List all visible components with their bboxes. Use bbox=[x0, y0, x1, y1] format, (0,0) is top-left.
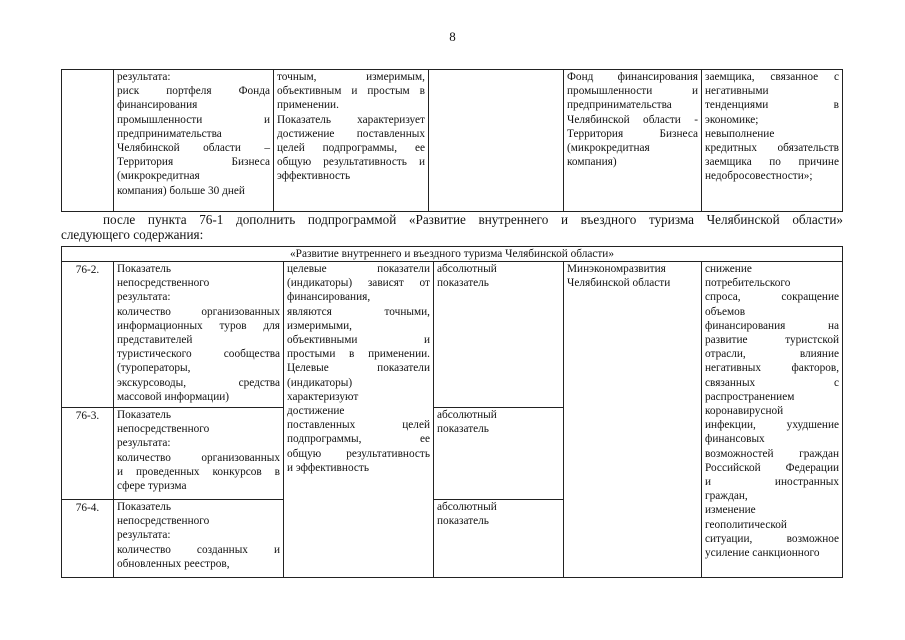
text-line: абсолютный bbox=[437, 501, 497, 513]
text-line: массовой информации) bbox=[117, 390, 230, 403]
text-line: кредитных обязательств bbox=[705, 142, 839, 155]
text-line: и эффективность bbox=[287, 461, 369, 474]
text-line: количество организованных bbox=[117, 305, 280, 318]
text-line: непосредственного bbox=[117, 515, 210, 528]
text-line: экскурсоводы, средства bbox=[117, 376, 280, 389]
text-line: целевые показатели bbox=[287, 263, 430, 275]
text-line: Показатель bbox=[117, 263, 172, 275]
text-line: финансирования bbox=[117, 99, 198, 112]
text-line: геополитической bbox=[705, 518, 787, 531]
cell-type bbox=[434, 408, 564, 500]
text-line: риск портфеля Фонда bbox=[117, 85, 270, 98]
text-line: предпринимательства bbox=[567, 99, 672, 112]
text-line: коронавирусной bbox=[705, 405, 784, 418]
text-line: показатель bbox=[437, 423, 489, 436]
table-continuation bbox=[61, 69, 843, 212]
text-line: точным, измеримым, bbox=[277, 71, 425, 83]
text-line: Фонд финансирования bbox=[567, 71, 698, 83]
text-line: непосредственного bbox=[117, 277, 210, 290]
text-line: достижение bbox=[287, 405, 345, 418]
text-line: Показатель bbox=[117, 501, 172, 513]
text-line: недобросовестности»; bbox=[705, 170, 813, 183]
text-line: (туроператоры, bbox=[117, 362, 191, 375]
row-number: 76-4. bbox=[62, 500, 114, 578]
text-line: эффективность bbox=[277, 170, 351, 183]
cell-indicator bbox=[114, 262, 284, 408]
text-line: абсолютный bbox=[437, 409, 497, 421]
text-line: промышленности и bbox=[567, 85, 698, 98]
text-line: (микрокредитная bbox=[117, 170, 200, 183]
cell-description bbox=[284, 262, 434, 578]
cell-type bbox=[429, 70, 564, 212]
text-line: результата: bbox=[117, 437, 171, 450]
text-line: результата: bbox=[117, 529, 171, 542]
text-line: объемов bbox=[705, 305, 746, 318]
cell-risks bbox=[702, 70, 843, 212]
table-row bbox=[62, 70, 843, 212]
text-line: Показатель bbox=[117, 409, 172, 421]
text-line: заемщика, связанное с bbox=[705, 71, 839, 83]
text-line: общую результативность и bbox=[277, 156, 425, 169]
text-line: финансовых bbox=[705, 433, 765, 446]
table-title-row bbox=[62, 247, 843, 262]
text-line: и проведенных конкурсов в bbox=[117, 465, 280, 478]
text-line: непосредственного bbox=[117, 423, 210, 436]
text-line: абсолютный bbox=[437, 263, 497, 275]
text-line: измеримыми, bbox=[287, 319, 352, 332]
text-line: Челябинской области bbox=[567, 277, 671, 290]
text-line: количество созданных и bbox=[117, 543, 280, 556]
paragraph-line-1: после пункта 76-1 дополнить подпрограммой «Развитие внутреннего и въездного туризма Челябинской области» bbox=[103, 212, 843, 227]
text-line: потребительского bbox=[705, 277, 791, 290]
text-line: количество организованных bbox=[117, 451, 280, 464]
text-line: Челябинской области – bbox=[117, 142, 270, 155]
text-line: и иностранных bbox=[705, 476, 840, 489]
text-line: негативными bbox=[705, 85, 769, 98]
text-line: показатель bbox=[437, 515, 489, 528]
row-number: 76-2. bbox=[62, 262, 114, 408]
text-line: Минэкономразвития bbox=[567, 263, 666, 275]
text-line: Российской Федерации bbox=[705, 461, 840, 474]
text-line: (индикаторы) bbox=[287, 376, 353, 389]
text-line: обновленных реестров, bbox=[117, 557, 230, 570]
text-line: предпринимательства bbox=[117, 127, 222, 140]
subprogram-title: «Развитие внутреннего и въездного туризма Челябинской области» bbox=[62, 247, 843, 262]
text-line: снижение bbox=[705, 263, 752, 275]
cell-indicator bbox=[114, 500, 284, 578]
text-line: распространением bbox=[705, 390, 795, 403]
text-line: объективным и простым в bbox=[277, 85, 425, 98]
text-line: результата: bbox=[117, 291, 171, 304]
text-line: невыполнение bbox=[705, 127, 775, 140]
text-line: сфере туризма bbox=[117, 480, 187, 493]
text-line: (индикаторы) зависят от bbox=[287, 277, 430, 290]
text-line: Целевые показатели bbox=[287, 362, 430, 375]
text-line: ситуации, возможное bbox=[705, 532, 840, 545]
paragraph-line-2: следующего содержания: bbox=[61, 227, 204, 242]
table-row bbox=[62, 262, 843, 408]
text-line: применении. bbox=[277, 99, 339, 112]
text-line: заемщика по причине bbox=[705, 156, 839, 169]
text-line: показатель bbox=[437, 277, 489, 290]
text-line: подпрограммы, ее bbox=[287, 433, 430, 446]
text-line: негативных факторов, bbox=[705, 362, 840, 375]
text-line: связанных с bbox=[705, 376, 840, 389]
text-line: промышленности и bbox=[117, 113, 270, 126]
cell-risks bbox=[702, 262, 843, 578]
cell-responsible bbox=[564, 262, 702, 578]
text-line: усиление санкционного bbox=[705, 547, 820, 560]
cell-type bbox=[434, 262, 564, 408]
cell-type bbox=[434, 500, 564, 578]
text-line: результата: bbox=[117, 71, 171, 83]
cell-description bbox=[274, 70, 429, 212]
text-line: представителей bbox=[117, 334, 193, 347]
text-line: финансирования, bbox=[287, 291, 371, 304]
cell-responsible bbox=[564, 70, 702, 212]
text-line: поставленных целей bbox=[287, 419, 430, 432]
text-line: Показатель характеризует bbox=[277, 113, 425, 126]
text-line: являются точными, bbox=[287, 305, 430, 318]
text-line: информационных туров для bbox=[117, 319, 280, 332]
text-line: характеризуют bbox=[287, 390, 359, 403]
text-line: объективными и bbox=[287, 334, 430, 347]
cell-indicator bbox=[114, 408, 284, 500]
text-line: возможностей граждан bbox=[705, 447, 840, 460]
text-line: Челябинской области - bbox=[567, 113, 698, 126]
page-number: 8 bbox=[449, 29, 456, 44]
row-number: 76-3. bbox=[62, 408, 114, 500]
text-line: отрасли, влияние bbox=[705, 348, 840, 361]
text-line: граждан, bbox=[705, 490, 748, 503]
cell-indicator bbox=[114, 70, 274, 212]
text-line: компания) больше 30 дней bbox=[117, 184, 245, 197]
text-line: общую результативность bbox=[287, 447, 430, 460]
cell-number bbox=[62, 70, 114, 212]
table-tourism bbox=[61, 246, 843, 578]
text-line: экономике; bbox=[705, 113, 759, 126]
text-line: достижение поставленных bbox=[277, 127, 425, 140]
text-line: Территория Бизнеса bbox=[117, 156, 270, 169]
text-line: изменение bbox=[705, 504, 756, 517]
text-line: целей подпрограммы, ее bbox=[277, 142, 425, 155]
text-line: инфекции, ухудшение bbox=[705, 419, 840, 432]
text-line: туристического сообщества bbox=[117, 348, 280, 361]
text-line: финансирования на bbox=[705, 319, 840, 332]
text-line: спроса, сокращение bbox=[705, 291, 840, 304]
text-line: тенденциями в bbox=[705, 99, 839, 112]
text-line: простыми в применении. bbox=[287, 348, 430, 361]
text-line: развитие туристской bbox=[705, 334, 840, 347]
text-line: компания) bbox=[567, 156, 617, 169]
text-line: Территория Бизнеса bbox=[567, 127, 698, 140]
text-line: (микрокредитная bbox=[567, 142, 650, 155]
